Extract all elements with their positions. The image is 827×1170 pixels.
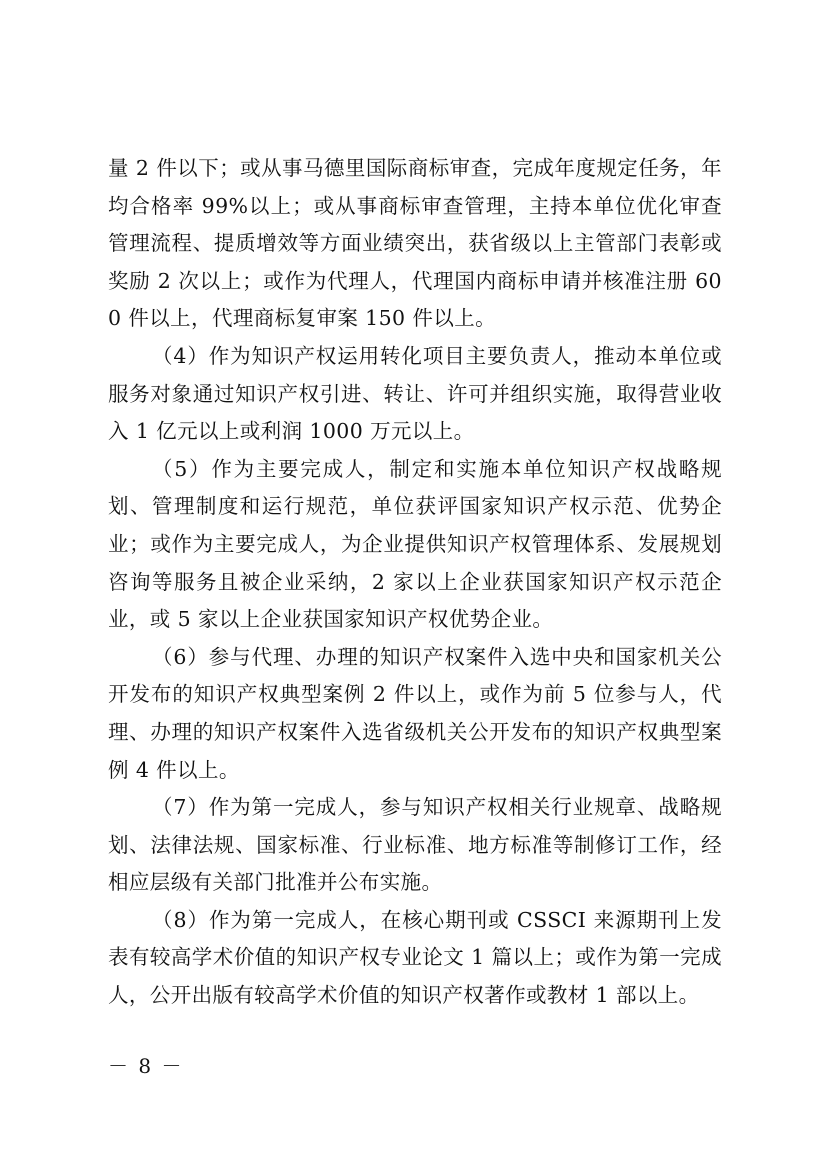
page-number: － 8 － <box>108 1054 184 1078</box>
paragraph-continued-trademark: 量 2 件以下；或从事马德里国际商标审查，完成年度规定任务，年均合格率 99%以上；或从事商标审查管理，主持本单位优化审查管理流程、提质增效等方面业绩突出，获省级以上主管部门表彰或奖励 2 次以上；或作为代理人，代理国内商标申请并核准注册 600 件以上，代理商标复审案 150 件以上。 <box>108 156 722 331</box>
paragraph-item-5: （5）作为主要完成人，制定和实施本单位知识产权战略规划、管理制度和运行规范，单位获评国家知识产权示范、优势企业；或作为主要完成人，为企业提供知识产权管理体系、发展规划咨询等服务且被企业采纳，2 家以上企业获国家知识产权示范企业，或 5 家以上企业获国家知识产权优势企业。 <box>108 456 722 632</box>
paragraph-item-6: （6）参与代理、办理的知识产权案件入选中央和国家机关公开发布的知识产权典型案例 2 件以上，或作为前 5 位参与人，代理、办理的知识产权案件入选省级机关公开发布的知识产权典型案例 4 件以上。 <box>108 644 722 782</box>
paragraph-item-7: （7）作为第一完成人，参与知识产权相关行业规章、战略规划、法律法规、国家标准、行业标准、地方标准等制修订工作，经相应层级有关部门批准并公布实施。 <box>108 795 722 895</box>
paragraph-item-8: （8）作为第一完成人，在核心期刊或 CSSCI 来源期刊上发表有较高学术价值的知识产权专业论文 1 篇以上；或作为第一完成人，公开出版有较高学术价值的知识产权著作或教材 1 部以上。 <box>108 907 722 1008</box>
paragraph-item-4: （4）作为知识产权运用转化项目主要负责人，推动本单位或服务对象通过知识产权引进、转让、许可并组织实施，取得营业收入 1 亿元以上或利润 1000 万元以上。 <box>108 343 722 444</box>
document-body <box>108 150 722 1015</box>
